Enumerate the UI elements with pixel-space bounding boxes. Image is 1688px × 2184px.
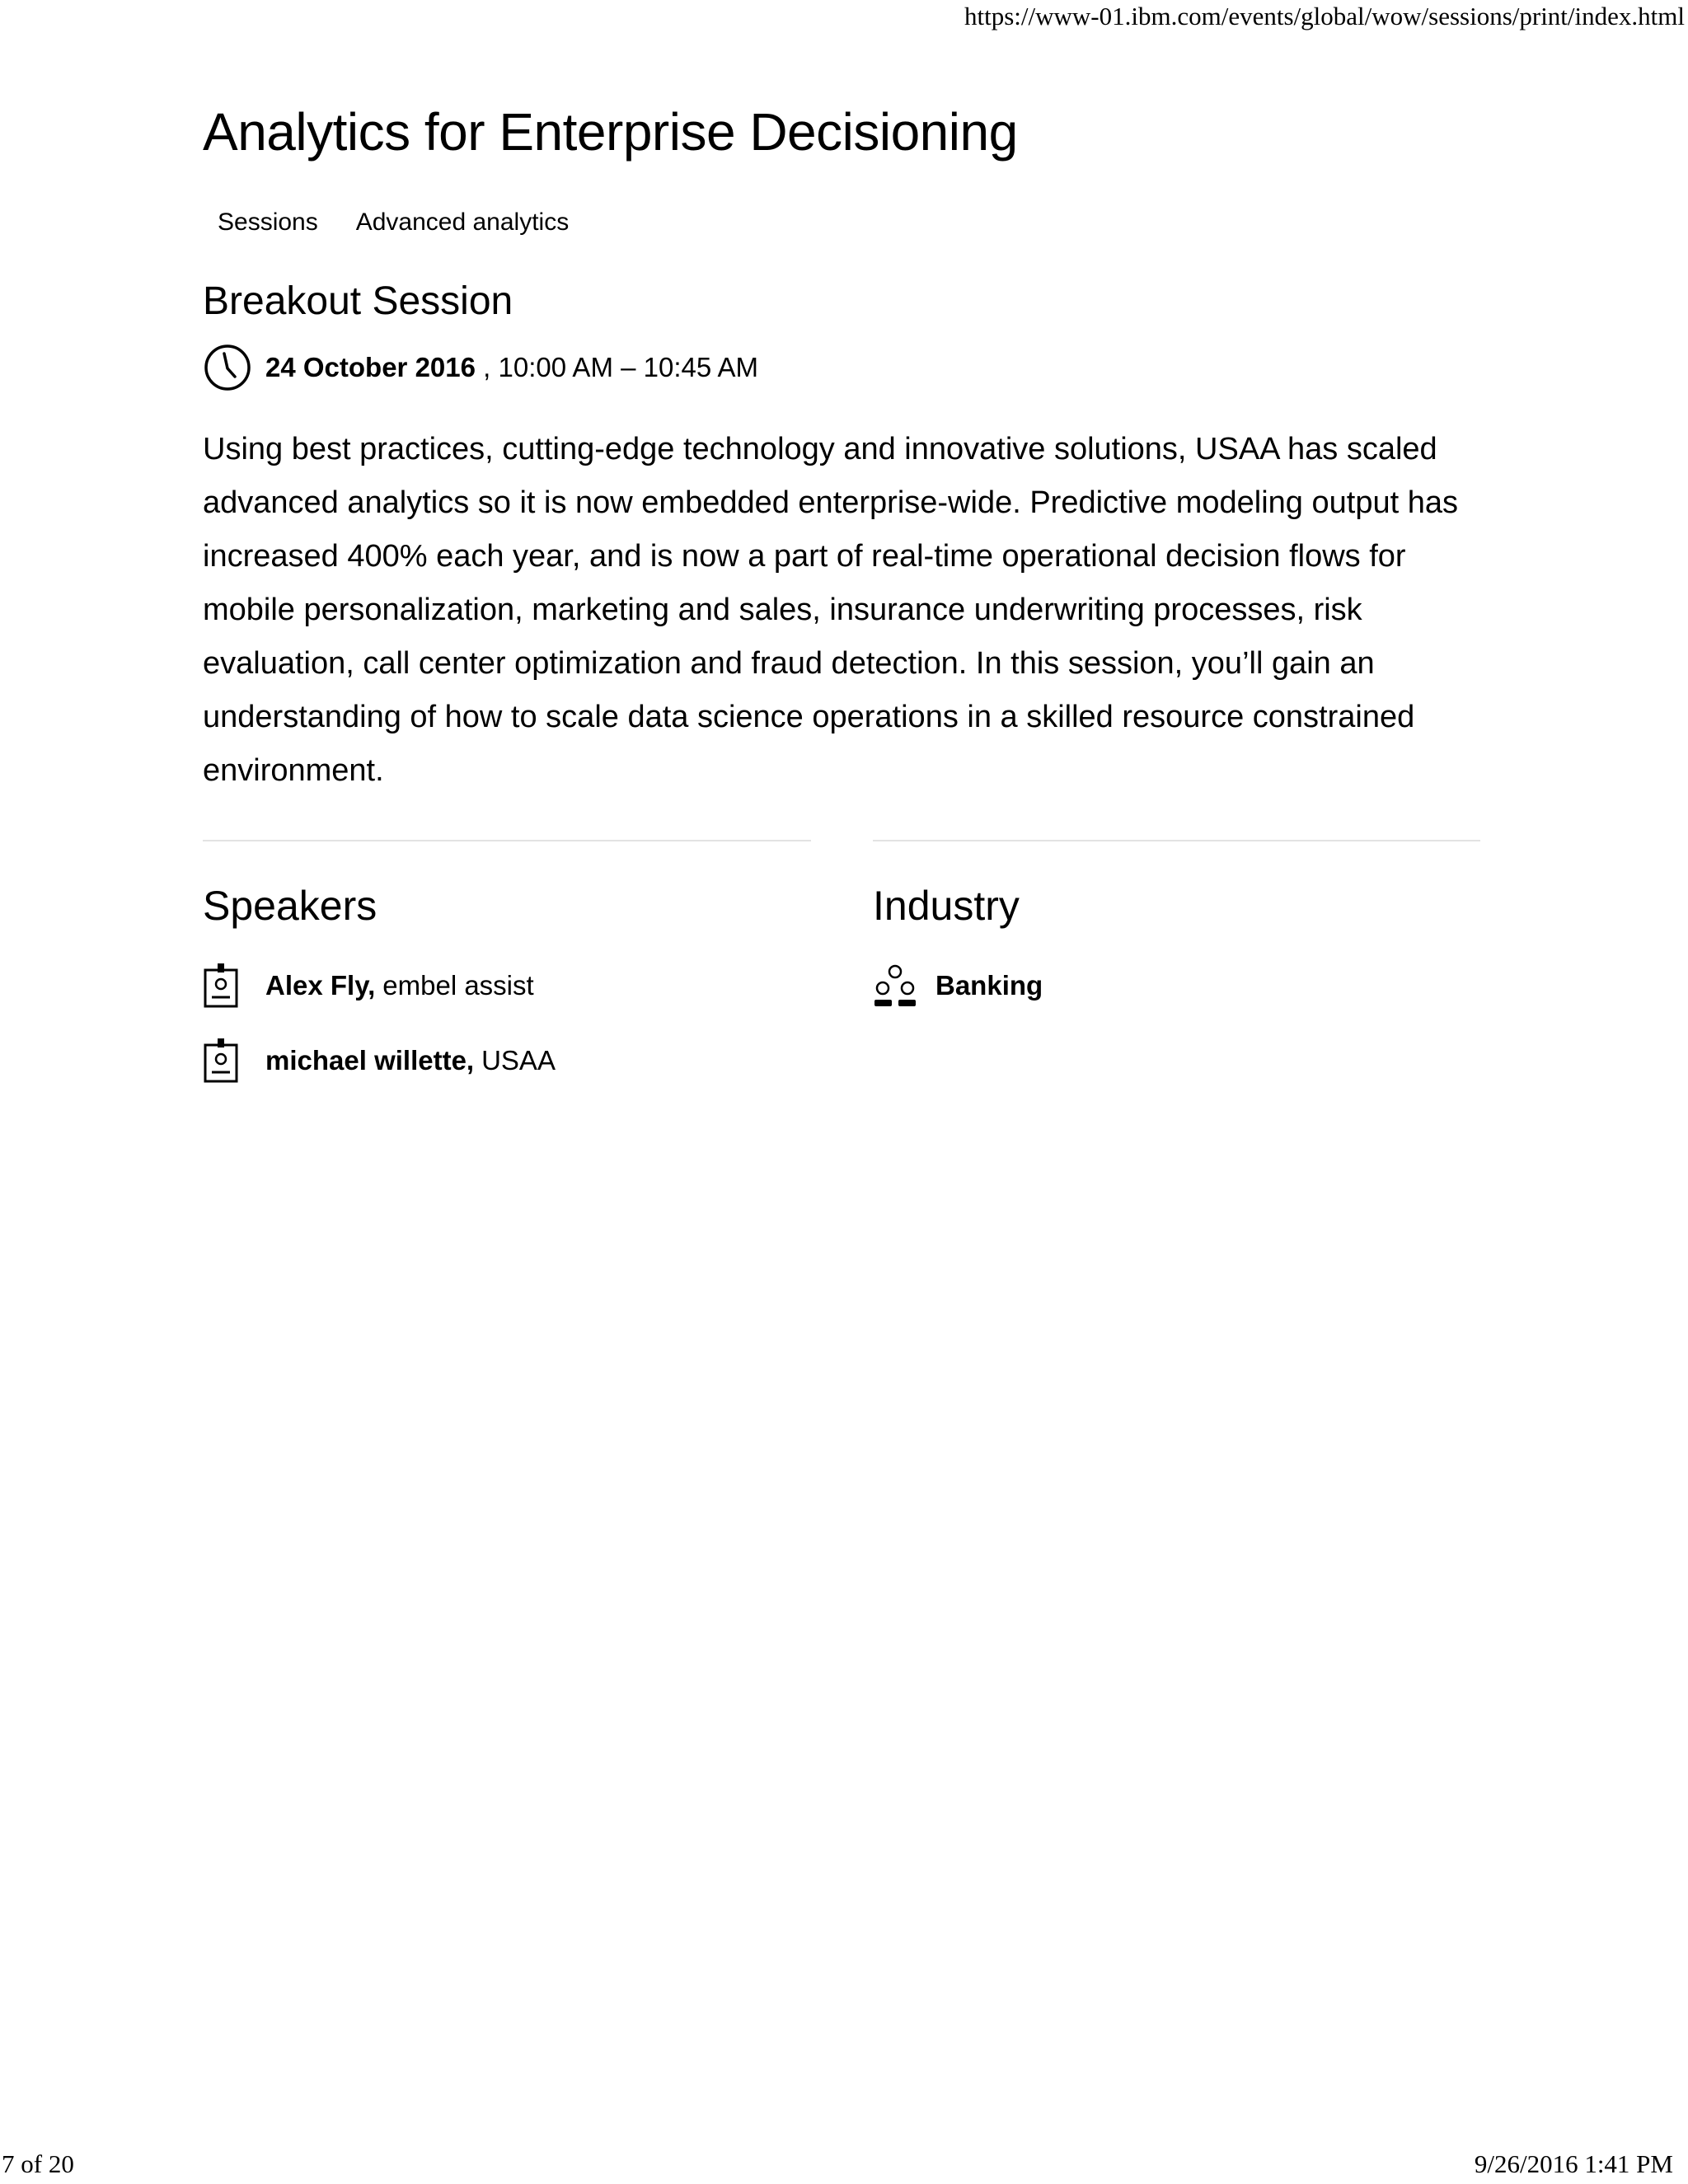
speaker-organization: embel assist [382,970,534,1001]
breadcrumb-item-sessions[interactable]: Sessions [218,209,318,236]
session-time: 10:00 AM – 10:45 AM [498,352,759,382]
badge-icon [203,963,239,1009]
industry-item [873,961,1043,1010]
print-footer-timestamp: 9/26/2016 1:41 PM [1474,2149,1673,2178]
session-datetime [203,343,758,392]
speaker-item [203,1036,556,1085]
industry-divider [873,840,1480,841]
session-description: Using best practices, cutting-edge technology and innovative solutions, USAA has scaled advanced analytics so it is now embedded enterprise-wide. Predictive modeling output has increased 400% each year, and is now a part of real-time operational decision flows for mobile personalization, marketing and sales, insurance underwriting processes, risk evaluation, call center optimization and fraud detection. In this session, you’ll gain an understanding of how to scale data science operations in a skilled resource constrained environment. [203,432,1458,788]
page-title: Analytics for Enterprise Decisioning [203,102,1018,162]
breadcrumb [218,204,569,241]
date-separator: , [475,352,499,382]
print-header-url: https://www-01.ibm.com/events/global/wow/sessions/print/index.html [964,2,1685,30]
session-date: 24 October 2016 [265,352,476,382]
print-footer-page: 7 of 20 [2,2149,74,2178]
session-type: Breakout Session [203,279,513,323]
speaker-organization: USAA [481,1045,556,1076]
badge-icon [203,1038,239,1084]
speakers-divider [203,840,811,841]
breadcrumb-item-advanced-analytics[interactable]: Advanced analytics [355,209,570,236]
industry-heading: Industry [873,883,1020,929]
speaker-item [203,961,534,1010]
speakers-heading: Speakers [203,883,377,929]
speaker-name: michael willette, [265,1045,475,1076]
people-icon [873,963,917,1008]
speaker-name: Alex Fly, [265,970,376,1001]
clock-icon [203,343,252,392]
industry-name: Banking [935,970,1043,1001]
